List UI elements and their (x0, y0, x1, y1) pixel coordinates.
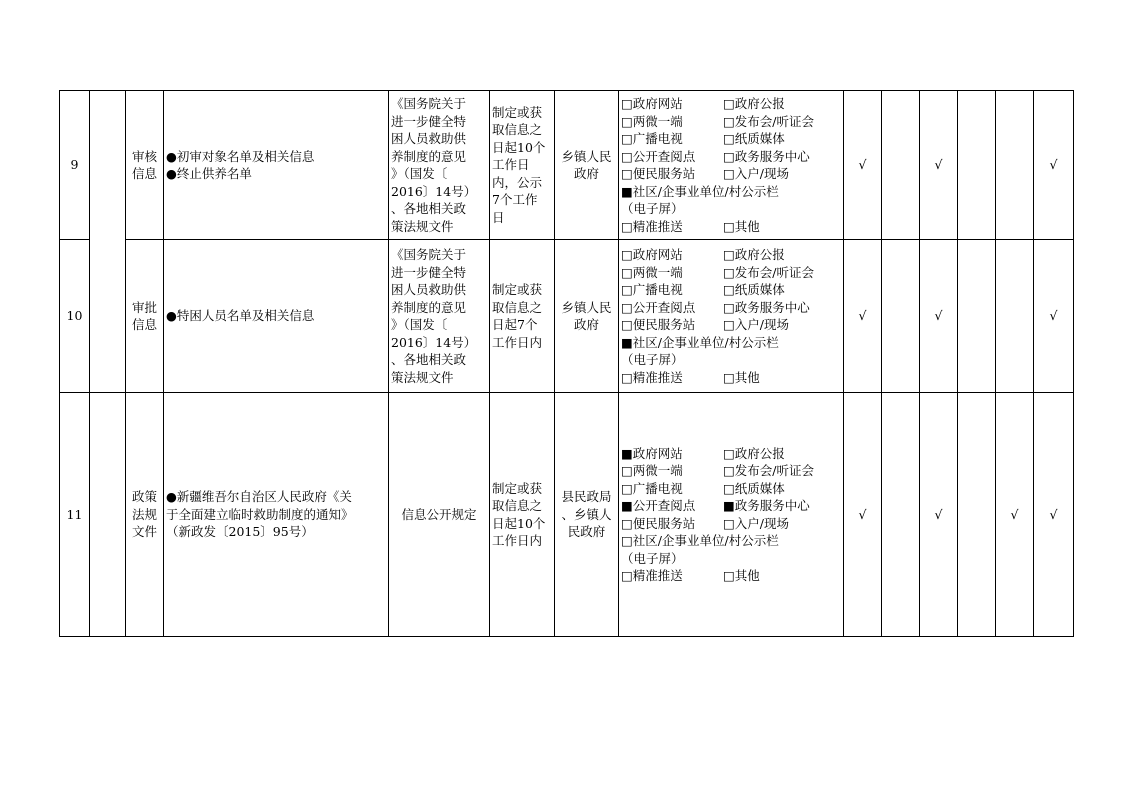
channel-option: □政府公报 (723, 247, 785, 262)
category-cell: 审核 信息 (126, 91, 164, 240)
basis-cell: 信息公开规定 (389, 393, 490, 637)
channel-option: ■公开查阅点 (621, 498, 696, 513)
check-cell: √ (1034, 91, 1074, 240)
row-number: 10 (60, 240, 90, 393)
row-number: 9 (60, 91, 90, 240)
check-cell (882, 240, 920, 393)
channel-option: □精准推送 (621, 369, 683, 385)
period-cell: 制定或获 取信息之 日起10个 工作日内 (490, 393, 555, 637)
channel-option: □纸质媒体 (723, 282, 785, 297)
channel-option: □政府网站 (621, 96, 683, 111)
channel-option-note: （电子屏） (621, 550, 684, 566)
check-cell (958, 393, 996, 637)
channel-option: ■政务服务中心 (723, 498, 810, 513)
category-cell: 政策 法规 文件 (126, 393, 164, 637)
responsible-body-cell: 乡镇人民 政府 (555, 91, 619, 240)
blank-cell (90, 393, 126, 637)
responsible-body-cell: 县民政局 、乡镇人 民政府 (555, 393, 619, 637)
channel-option: □纸质媒体 (723, 131, 785, 146)
channel-option: □政府网站 (621, 247, 683, 262)
channel-option: □政务服务中心 (723, 148, 810, 164)
check-cell: √ (920, 240, 958, 393)
channel-option: □入户/现场 (723, 515, 790, 531)
responsible-body-cell: 乡镇人民 政府 (555, 240, 619, 393)
channel-option: □便民服务站 (621, 317, 696, 332)
channel-option: □两微一端 (621, 113, 683, 129)
check-cell (882, 91, 920, 240)
channel-option: □政务服务中心 (723, 299, 810, 315)
channels-cell (619, 393, 844, 637)
check-cell: √ (844, 91, 882, 240)
table-row (60, 393, 1074, 637)
channel-option: □其他 (723, 568, 760, 583)
check-cell: √ (1034, 393, 1074, 637)
channel-option: □其他 (723, 369, 760, 385)
channel-option: □便民服务站 (621, 515, 696, 531)
channel-option: □社区/企事业单位/村公示栏 (621, 533, 779, 548)
check-cell: √ (844, 240, 882, 393)
channel-option: □广播电视 (621, 480, 683, 496)
channel-option: ■社区/企事业单位/村公示栏 (621, 334, 779, 350)
check-cell: √ (920, 393, 958, 637)
basis-cell: 《国务院关于 进一步健全特 困人员救助供 养制度的意见 》（国发〔 2016〕14号） 、各地相关政 策法规文件 (389, 240, 490, 393)
channel-option-note: （电子屏） (621, 352, 684, 367)
channel-option: □广播电视 (621, 131, 683, 146)
check-cell: √ (1034, 240, 1074, 393)
period-cell: 制定或获 取信息之 日起7个 工作日内 (490, 240, 555, 393)
basis-cell: 《国务院关于 进一步健全特 困人员救助供 养制度的意见 》（国发〔 2016〕14号） 、各地相关政 策法规文件 (389, 91, 490, 240)
check-cell (996, 240, 1034, 393)
table-row (60, 91, 1074, 240)
channel-option: □两微一端 (621, 264, 683, 280)
channel-option: □便民服务站 (621, 166, 696, 181)
content-cell: ●新疆维吾尔自治区人民政府《关 于全面建立临时救助制度的通知》 （新政发〔2015〕95号） (164, 393, 389, 637)
channel-option: □其他 (723, 218, 760, 234)
content-cell: ●特困人员名单及相关信息 (164, 240, 389, 393)
channel-option: □发布会/听证会 (723, 113, 815, 129)
channel-option: □入户/现场 (723, 166, 790, 181)
channels-cell (619, 240, 844, 393)
channel-option: □两微一端 (621, 463, 683, 478)
table-row (60, 240, 1074, 393)
disclosure-table (59, 90, 1074, 637)
content-cell: ●初审对象名单及相关信息 ●终止供养名单 (164, 91, 389, 240)
channel-option: □公开查阅点 (621, 148, 696, 164)
channel-option: □政府公报 (723, 96, 785, 111)
channel-option: □广播电视 (621, 282, 683, 297)
check-cell: √ (920, 91, 958, 240)
channel-option: ■政府网站 (621, 445, 683, 461)
channel-option: □精准推送 (621, 218, 683, 234)
channel-option: □公开查阅点 (621, 299, 696, 315)
check-cell: √ (996, 393, 1034, 637)
category-cell: 审批 信息 (126, 240, 164, 393)
check-cell: √ (844, 393, 882, 637)
check-cell (996, 91, 1034, 240)
check-cell (882, 393, 920, 637)
channel-option: □发布会/听证会 (723, 463, 815, 478)
channels-cell (619, 91, 844, 240)
channel-option: □纸质媒体 (723, 480, 785, 496)
row-number: 11 (60, 393, 90, 637)
check-cell (958, 240, 996, 393)
channel-option: ■社区/企事业单位/村公示栏 (621, 183, 779, 199)
blank-merged-cell (90, 91, 126, 393)
channel-option: □入户/现场 (723, 317, 790, 332)
channel-option-note: （电子屏） (621, 201, 684, 216)
period-cell: 制定或获 取信息之 日起10个 工作日 内，公示 7个工作 日 (490, 91, 555, 240)
channel-option: □政府公报 (723, 445, 785, 461)
check-cell (958, 91, 996, 240)
channel-option: □发布会/听证会 (723, 264, 815, 280)
channel-option: □精准推送 (621, 568, 683, 583)
